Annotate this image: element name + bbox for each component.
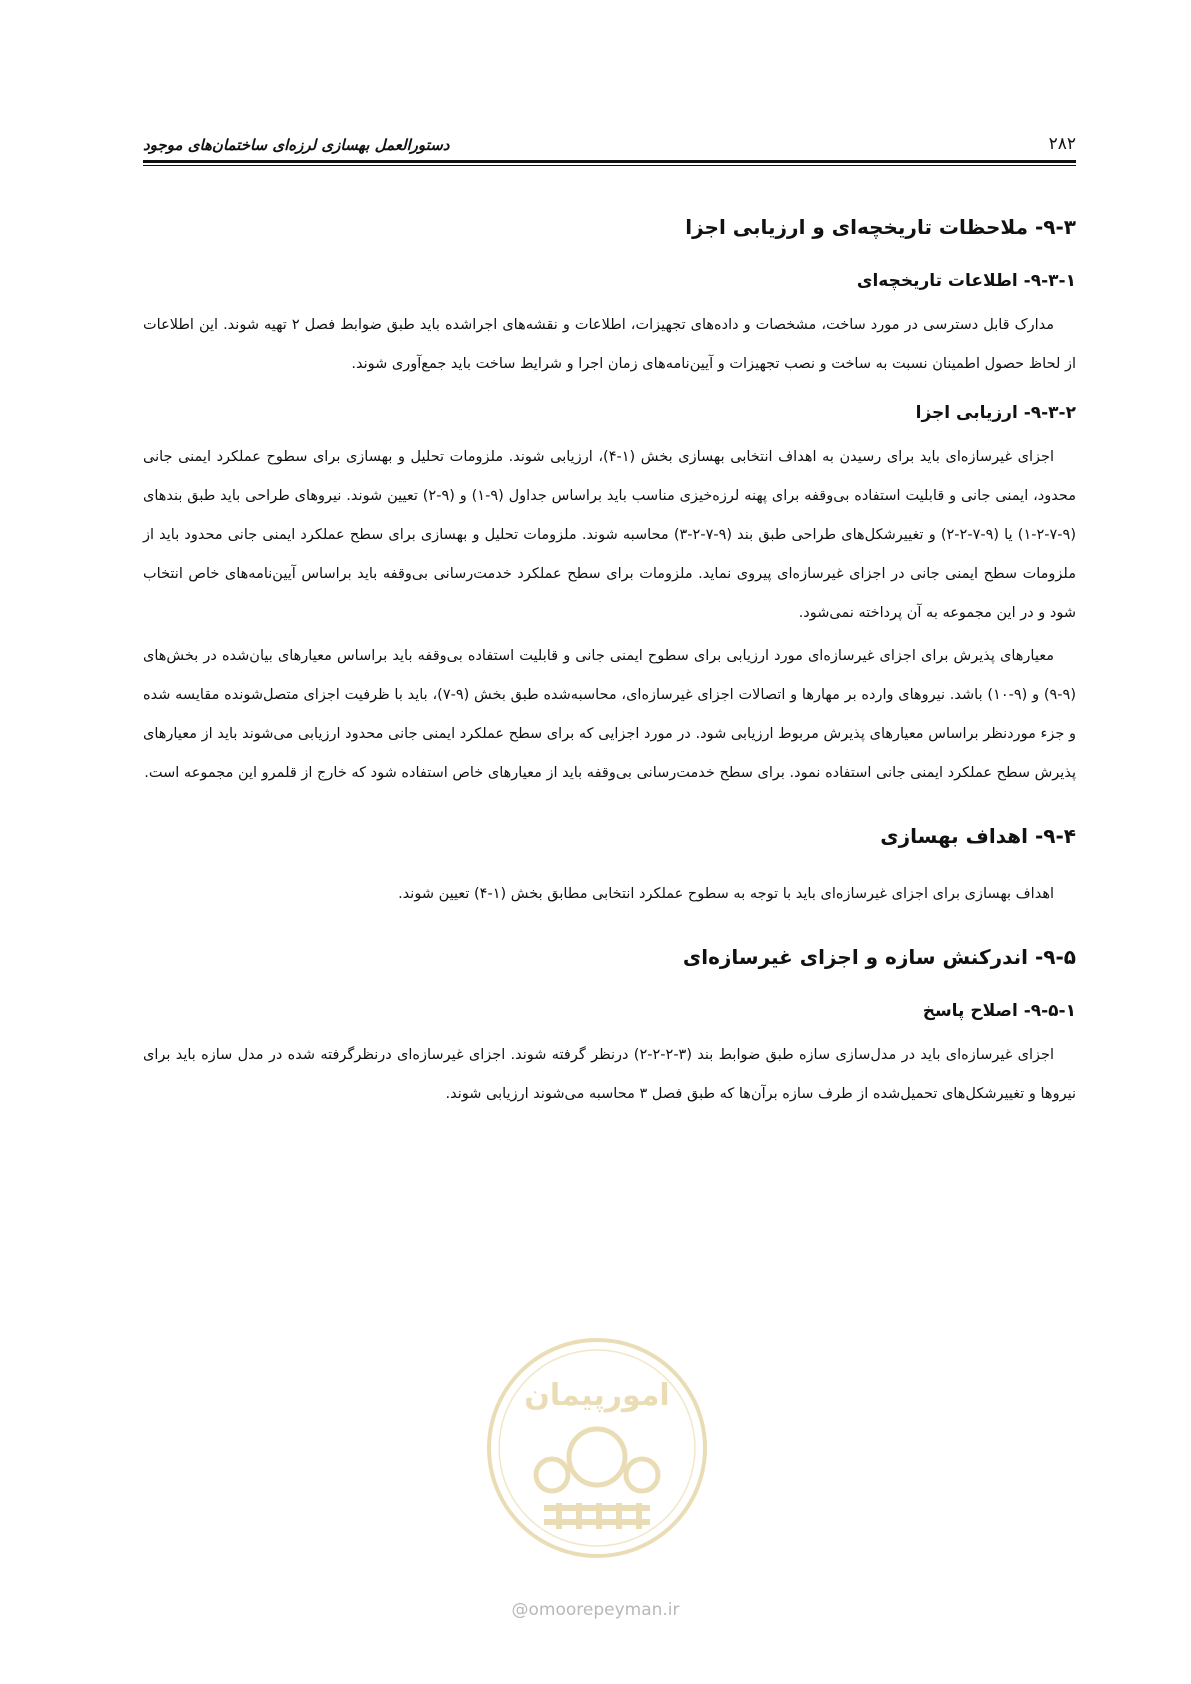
page-body	[143, 192, 1076, 1118]
section-heading-9-4: ۹-۴- اهداف بهسازی	[880, 824, 1076, 848]
seal-text: امورپیمان	[524, 1378, 670, 1413]
paragraph-9-3-1: مدارک قابل دسترسی در مورد ساخت، مشخصات و داده‌های تجهیزات، اطلاعات و نقشه‌های اجراشده باید طبق ضوابط فصل ۲ تهیه شوند. این اطلاعات از لحاظ حصول اطمینان نسبت به ساخت و نصب تجهیزات و آیین‌نامه‌های زمان اجرا و شرایط ساخت باید جمع‌آوری شوند.	[143, 317, 1076, 372]
watermark-seal	[484, 1335, 710, 1561]
watermark-url: @omoorepeyman.ir	[511, 1600, 680, 1620]
paragraph-9-4: اهداف بهسازی برای اجزای غیرسازه‌ای باید با توجه به سطوح عملکرد انتخابی مطابق بخش (۱-۴) تعیین شوند.	[398, 886, 1054, 902]
paragraph-9-3-2-b: معیارهای پذیرش برای اجزای غیرسازه‌ای مورد ارزیابی برای سطوح ایمنی جانی و قابلیت استفاده بی‌وقفه باید براساس معیارهای بیان‌شده در بخش‌های (۹-۹) و (۹-۱۰) باشد. نیروهای وارده بر مهارها و اتصالات اجزای غیرسازه‌ای، محاسبه‌شده طبق بخش (۹-۷)، باید با ظرفیت اجزای متصل‌شونده مقایسه شده و جزء موردنظر براساس معیارهای پذیرش مربوط ارزیابی شود. در مورد اجزایی که برای سطح عملکرد ایمنی جانی محدود ارزیابی می‌شوند باید از معیارهای پذیرش سطح عملکرد ایمنی جانی استفاده نمود. برای سطح خدمت‌رسانی بی‌وقفه باید از معیارهای خاص استفاده شود که خارج از قلمرو این مجموعه است.	[143, 648, 1076, 781]
section-heading-9-3: ۹-۳- ملاحظات تاریخچه‌ای و ارزیابی اجزا	[685, 215, 1076, 239]
watermark-url-text: omoorepeyman.ir	[528, 1600, 680, 1620]
running-title: دستورالعمل بهسازی لرزه‌ای ساختمان‌های موجود	[143, 136, 450, 154]
subsection-heading-9-5-1: ۹-۵-۱- اصلاح پاسخ	[922, 1001, 1076, 1021]
paragraph-9-3-2-a: اجزای غیرسازه‌ای باید برای رسیدن به اهداف انتخابی بهسازی بخش (۱-۴)، ارزیابی شوند. ملزومات تحلیل و بهسازی برای سطوح عملکرد ایمنی جانی محدود، ایمنی جانی و قابلیت استفاده بی‌وقفه برای پهنه لرزه‌خیزی مناسب باید براساس جداول (۹-۱) و (۹-۲) تعیین شوند. نیروهای طراحی باید طبق بندهای (۹-۷-۲-۱) یا (۹-۷-۲-۲) و تغییرشکل‌های طراحی طبق بند (۹-۷-۲-۳) محاسبه شوند. ملزومات تحلیل و بهسازی برای سطح عملکرد ایمنی جانی محدود باید از ملزومات سطح ایمنی جانی در اجزای غیرسازه‌ای پیروی نماید. ملزومات برای سطح عملکرد خدمت‌رسانی بی‌وقفه باید براساس آیین‌نامه‌های خاص انتخاب شود و در این مجموعه به آن پرداخته نمی‌شود.	[143, 449, 1076, 621]
paragraph-9-5-1: اجزای غیرسازه‌ای باید در مدل‌سازی سازه طبق ضوابط بند (۳-۲-۲-۲) درنظر گرفته شوند. اجزای غیرسازه‌ای درنظرگرفته شده در مدل سازه باید برای نیروها و تغییرشکل‌های تحمیل‌شده از طرف سازه برآن‌ها که طبق فصل ۳ محاسبه می‌شوند ارزیابی شوند.	[143, 1047, 1076, 1102]
subsection-heading-9-3-1: ۹-۳-۱- اطلاعات تاریخچه‌ای	[856, 271, 1076, 291]
subsection-heading-9-3-2: ۹-۳-۲- ارزیابی اجزا	[915, 403, 1076, 423]
running-header	[143, 124, 1076, 154]
page-number: ۲۸۲	[1048, 134, 1076, 154]
header-rule	[143, 160, 1076, 166]
section-heading-9-5: ۹-۵- اندرکنش سازه و اجزای غیرسازه‌ای	[682, 945, 1076, 969]
